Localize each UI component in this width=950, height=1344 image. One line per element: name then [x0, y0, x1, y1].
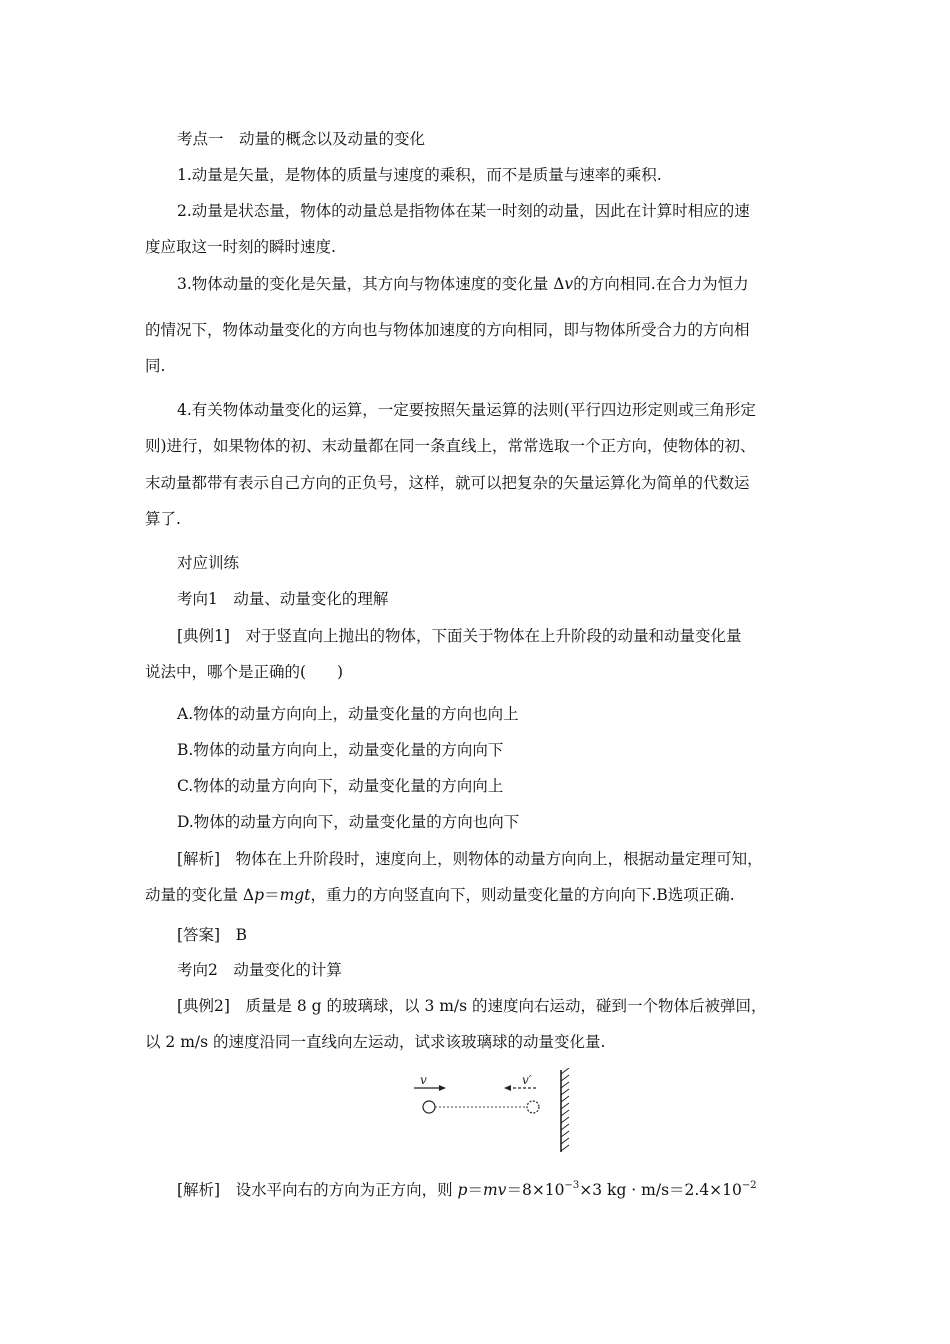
analysis-2-text-a: [解析] 设水平向右的方向为正方向，则 [177, 1181, 458, 1199]
exponent-1: −3 [564, 1180, 580, 1191]
math-p: p [254, 886, 265, 904]
math-v: v [564, 275, 574, 293]
analysis-2-text-c: ×3 kg · m/s＝2.4×10 [579, 1181, 742, 1199]
example-2-question-line-1: [典例2] 质量是 8 g 的玻璃球，以 3 m/s 的速度向右运动，碰到一个物体后被弹回， [177, 997, 767, 1015]
example-1-question-line-1: [典例1] 对于竖直向上抛出的物体，下面关于物体在上升阶段的动量和动量变化量 [177, 627, 742, 645]
equals-sign: ＝ [264, 886, 280, 904]
analysis-1-line-1: [解析] 物体在上升阶段时，速度向上，则物体的动量方向向上，根据动量定理可知， [177, 850, 763, 868]
topic-1-heading: 考向1 动量、动量变化的理解 [177, 590, 389, 608]
option-c: C.物体的动量方向向下，动量变化量的方向向上 [177, 777, 504, 795]
option-d: D.物体的动量方向向下，动量变化量的方向也向下 [177, 813, 520, 831]
collision-figure [412, 1068, 574, 1154]
point-3-text-a: 3.物体动量的变化是矢量，其方向与物体速度的变化量 Δ [177, 275, 565, 293]
analysis-2-text-b: ＝8×10 [506, 1181, 565, 1199]
point-3-line-3: 同. [145, 357, 166, 375]
equals-sign-2: ＝ [467, 1181, 483, 1199]
analysis-1-text-b: ，重力的方向竖直向下，则动量变化量的方向向下.B选项正确. [310, 886, 735, 904]
option-b: B.物体的动量方向向上，动量变化量的方向向下 [177, 741, 504, 759]
wall-hatching [561, 1068, 569, 1151]
point-4-line-2: 则)进行，如果物体的初、末动量都在同一条直线上，常常选取一个正方向，使物体的初、 [145, 437, 756, 455]
example-1-question-line-2: 说法中，哪个是正确的( ) [145, 663, 344, 681]
option-a: A.物体的动量方向向上，动量变化量的方向也向上 [177, 705, 519, 723]
point-4-line-1: 4.有关物体动量变化的运算，一定要按照矢量运算的法则(平行四边形定则或三角形定 [177, 401, 756, 419]
training-heading: 对应训练 [177, 554, 240, 572]
point-3-line-2: 的情况下，物体动量变化的方向也与物体加速度的方向相同，即与物体所受合力的方向相 [145, 321, 750, 339]
math-mgt: mgt [279, 886, 311, 904]
analysis-1-text-a: 动量的变化量 Δ [145, 886, 255, 904]
analysis-2-line-1 [177, 1180, 757, 1200]
point-4-line-3: 末动量都带有表示自己方向的正负号，这样，就可以把复杂的矢量运算化为简单的代数运 [145, 474, 750, 492]
point-2-line-2: 度应取这一时刻的瞬时速度. [145, 238, 336, 256]
ball-initial [423, 1101, 435, 1113]
velocity-arrowhead [439, 1085, 446, 1091]
topic-2-heading: 考向2 动量变化的计算 [177, 961, 342, 979]
rebound-arrowhead [504, 1085, 511, 1091]
exponent-2: −2 [741, 1180, 757, 1191]
point-3-line-1 [177, 274, 749, 294]
point-3-text-b: 的方向相同.在合力为恒力 [573, 275, 749, 293]
answer-1: [答案] B [177, 926, 247, 944]
example-2-question-line-2: 以 2 m/s 的速度沿同一直线向左运动，试求该玻璃球的动量变化量. [145, 1033, 606, 1051]
point-1: 1.动量是矢量，是物体的质量与速度的乘积，而不是质量与速率的乘积. [177, 166, 662, 184]
ball-final [527, 1101, 539, 1113]
rebound-velocity-label: v′ [522, 1073, 532, 1087]
point-4-line-4: 算了. [145, 510, 181, 528]
point-2-line-1: 2.动量是状态量，物体的动量总是指物体在某一时刻的动量，因此在计算时相应的速 [177, 202, 750, 220]
analysis-1-line-2 [145, 885, 735, 905]
velocity-label: v [420, 1073, 427, 1087]
section-heading: 考点一 动量的概念以及动量的变化 [177, 130, 426, 148]
math-mv: mv [482, 1181, 507, 1199]
math-p-2: p [457, 1181, 468, 1199]
